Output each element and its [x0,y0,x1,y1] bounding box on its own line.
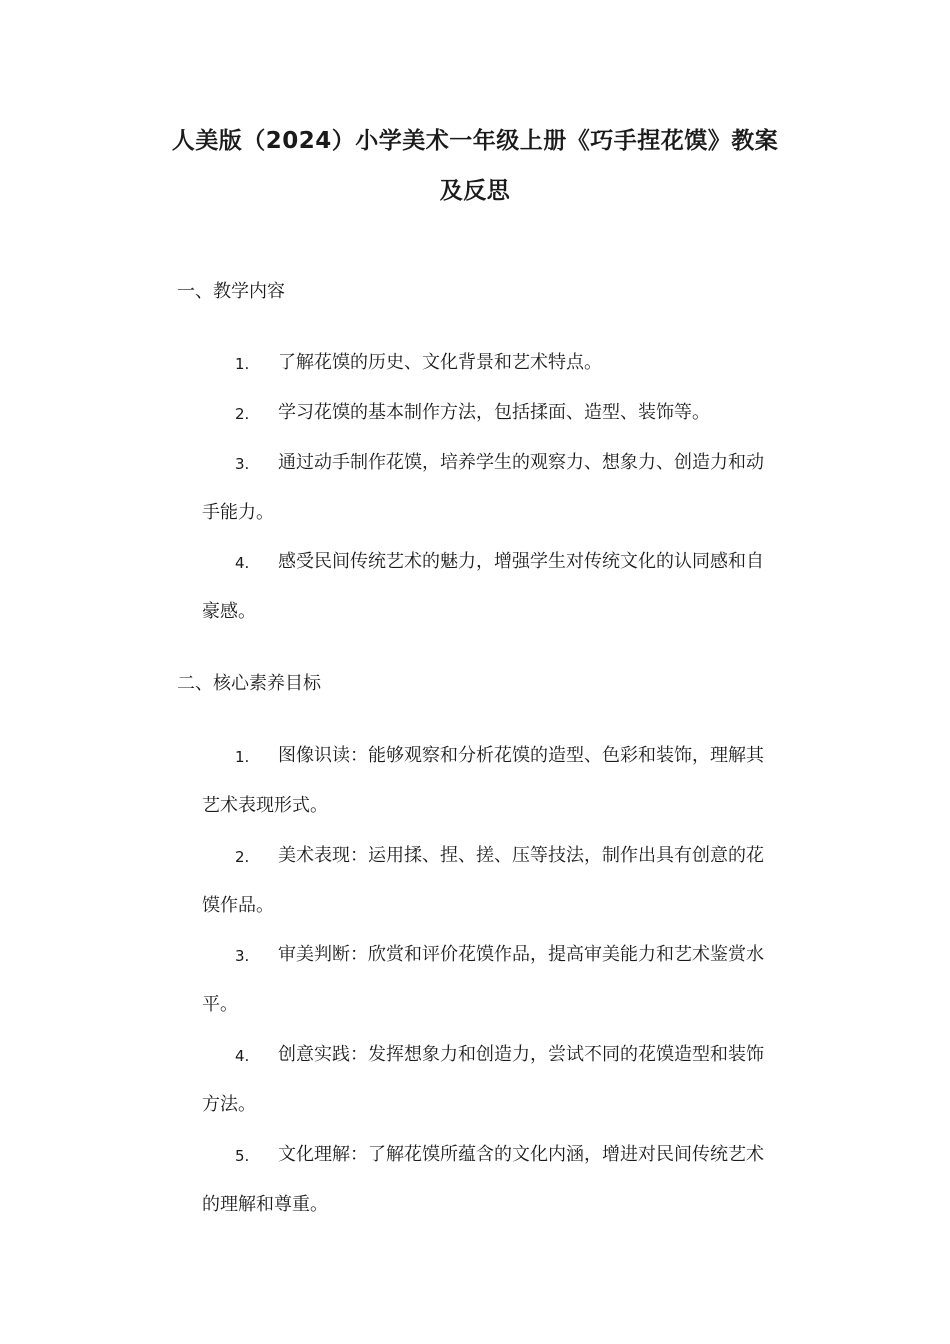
list-item-number: 4. [235,1047,250,1065]
document-title-line-1: 人美版（2024）小学美术一年级上册《巧手捏花馍》教案 [171,128,779,154]
list-item-number: 1. [235,355,250,373]
list-item [202,400,807,450]
list-item-number: 2. [235,405,250,423]
list-item-text-continuation: 手能力。 [202,502,274,523]
list-item [202,1042,807,1142]
list-item [202,350,807,400]
list-item [202,450,807,550]
list-item-text-continuation: 馍作品。 [202,895,274,916]
list-item [202,1142,807,1242]
list-item-text: 学习花馍的基本制作方法，包括揉面、造型、装饰等。 [278,402,710,423]
list-item-text-continuation: 平。 [202,994,238,1015]
list-item-text-continuation: 豪感。 [202,601,256,622]
list-item-text: 图像识读：能够观察和分析花馍的造型、色彩和装饰，理解其 [278,745,764,766]
list-item-text-continuation: 艺术表现形式。 [202,795,328,816]
list-item [202,843,807,943]
list-item-text-continuation: 方法。 [202,1094,256,1115]
list-item [202,942,807,1042]
list-item-text: 文化理解：了解花馍所蕴含的文化内涵，增进对民间传统艺术 [278,1144,764,1165]
list-item-text: 创意实践：发挥想象力和创造力，尝试不同的花馍造型和装饰 [278,1044,764,1065]
list-item-text: 审美判断：欣赏和评价花馍作品，提高审美能力和艺术鉴赏水 [278,944,764,965]
list-item-number: 1. [235,748,250,766]
document-title-line-2: 及反思 [439,178,511,204]
list-item-number: 3. [235,947,250,965]
list-item-number: 2. [235,848,250,866]
list-item-text-continuation: 的理解和尊重。 [202,1194,328,1215]
list-item-text: 了解花馍的历史、文化背景和艺术特点。 [278,352,602,373]
list-item-number: 5. [235,1147,250,1165]
list-item-number: 4. [235,554,250,572]
list-item [202,743,807,843]
list-item-text: 通过动手制作花馍，培养学生的观察力、想象力、创造力和动 [278,452,764,473]
list-item-text: 感受民间传统艺术的魅力，增强学生对传统文化的认同感和自 [278,551,764,572]
section-heading-core-competency-goals: 二、核心素养目标 [177,673,321,694]
list-item-number: 3. [235,455,250,473]
list-item [202,549,807,649]
section-heading-teaching-content: 一、教学内容 [177,281,285,302]
list-item-text: 美术表现：运用揉、捏、搓、压等技法，制作出具有创意的花 [278,845,764,866]
